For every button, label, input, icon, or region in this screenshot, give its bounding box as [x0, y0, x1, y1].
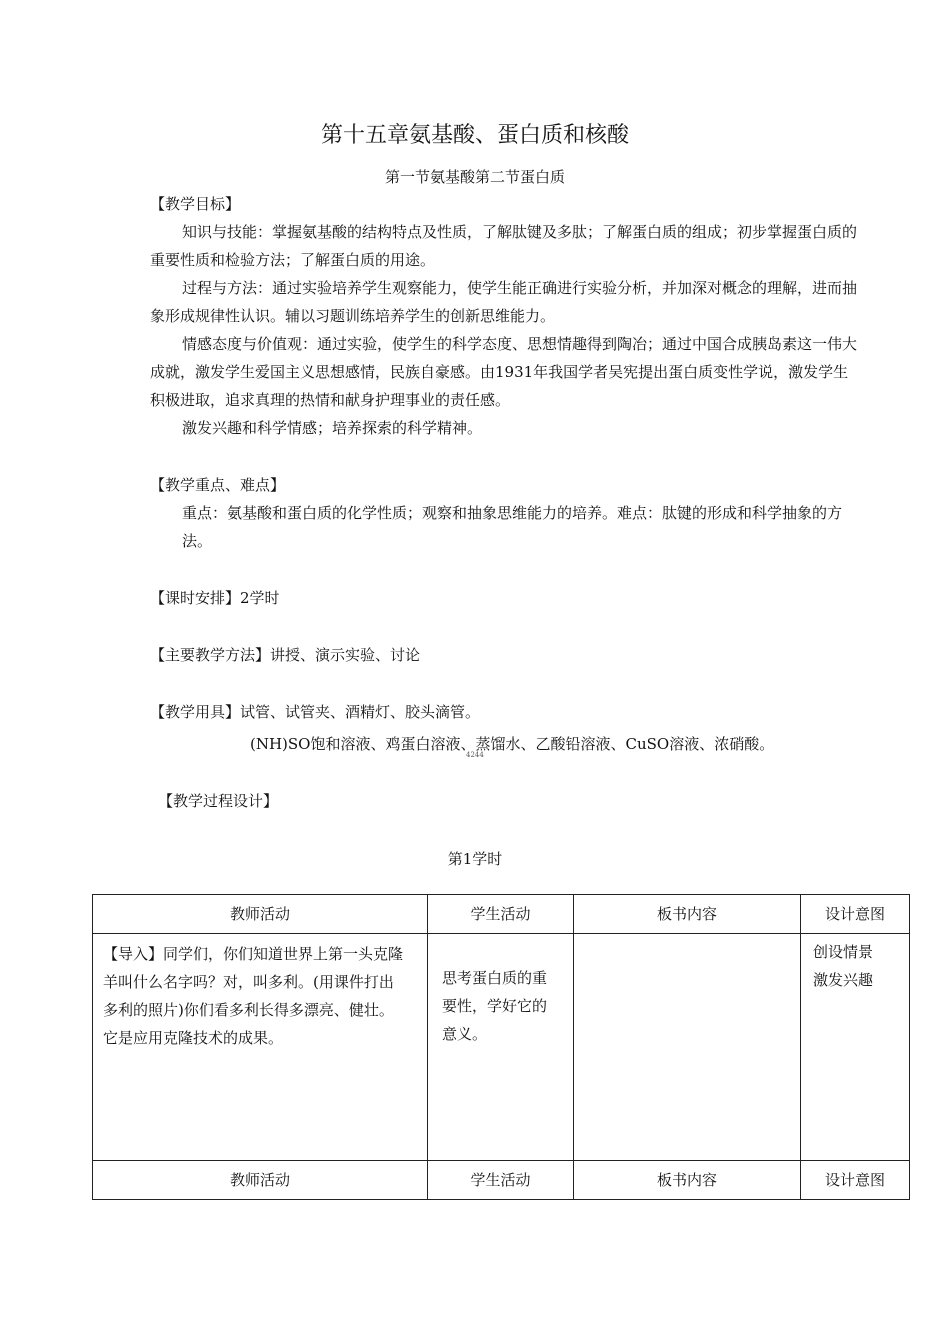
header-board-content-repeat: 板书内容 — [574, 1161, 801, 1200]
objectives-heading: 【教学目标】 — [150, 195, 241, 213]
methods-heading: 【主要教学方法】 — [150, 646, 271, 664]
objective-emotion: 情感态度与价值观：通过实验，使学生的科学态度、思想情趣得到陶冶；通过中国合成胰岛素这一伟大成就，激发学生爱国主义思想感情，民族自豪感。由1931年我国学者吴宪提出蛋白质变性学说，激发学生积极进取，追求真理的热情和献身护理事业的责任感。 — [150, 335, 858, 409]
schedule-heading: 【课时安排】 — [150, 589, 241, 607]
lesson-table — [92, 894, 910, 1200]
methods-line — [150, 644, 420, 665]
table-header-row — [93, 895, 910, 934]
header-design-intent: 设计意图 — [801, 895, 910, 934]
tools-heading: 【教学用具】 — [150, 703, 241, 721]
keypoints-text: 重点：氨基酸和蛋白质的化学性质；观察和抽象思维能力的培养。难点：肽键的形成和科学抽象的方法。 — [182, 504, 843, 550]
table-header-row-repeat — [93, 1161, 910, 1200]
lesson-label: 第1学时 — [447, 850, 503, 868]
schedule-text: 2学时 — [240, 589, 280, 607]
process-design-heading: 【教学过程设计】 — [158, 792, 279, 810]
schedule-line — [150, 587, 280, 608]
design-intent-text: 创设情景激发兴趣 — [813, 943, 874, 989]
keypoints-heading: 【教学重点、难点】 — [150, 476, 286, 494]
tools-text: 试管、试管夹、酒精灯、胶头滴管。 — [240, 703, 481, 721]
header-design-intent-repeat: 设计意图 — [801, 1161, 910, 1200]
methods-text: 讲授、演示实验、讨论 — [270, 646, 421, 664]
header-board-content: 板书内容 — [574, 895, 801, 934]
chapter-title: 第十五章氨基酸、蛋白质和核酸 — [320, 123, 629, 148]
header-teacher-activity: 教师活动 — [93, 895, 428, 934]
reagents-line: (NH)SO饱和溶液、鸡蛋白溶液、蒸馏水、乙酸铅溶液、CuSO溶液、浓硝酸。 — [250, 735, 775, 753]
student-activity-text: 思考蛋白质的重要性，学好它的意义。 — [442, 969, 548, 1043]
objective-knowledge: 知识与技能：掌握氨基酸的结构特点及性质，了解肽键及多肽；了解蛋白质的组成；初步掌握蛋白质的重要性质和检验方法；了解蛋白质的用途。 — [150, 223, 858, 269]
cell-board-content — [574, 934, 801, 1161]
header-student-activity-repeat: 学生活动 — [428, 1161, 574, 1200]
table-row — [93, 934, 910, 1161]
cell-design-intent — [801, 934, 910, 1161]
teacher-activity-text: 【导入】同学们，你们知道世界上第一头克隆羊叫什么名字吗？对，叫多利。(用课件打出多利的照片)你们看多利长得多漂亮、健壮。它是应用克隆技术的成果。 — [103, 945, 404, 1047]
section-subtitle: 第一节氨基酸第二节蛋白质 — [384, 168, 565, 186]
cell-student-activity — [428, 934, 574, 1161]
cell-teacher-activity — [93, 934, 428, 1161]
reagents-subscript: 4244 — [466, 751, 484, 759]
objective-interest: 激发兴趣和科学情感；培养探索的科学精神。 — [182, 419, 483, 437]
header-student-activity: 学生活动 — [428, 895, 574, 934]
tools-line — [150, 701, 480, 722]
header-teacher-activity-repeat: 教师活动 — [93, 1161, 428, 1200]
objective-process: 过程与方法：通过实验培养学生观察能力，使学生能正确进行实验分析，并加深对概念的理解，进而抽象形成规律性认识。辅以习题训练培养学生的创新思维能力。 — [150, 279, 858, 325]
